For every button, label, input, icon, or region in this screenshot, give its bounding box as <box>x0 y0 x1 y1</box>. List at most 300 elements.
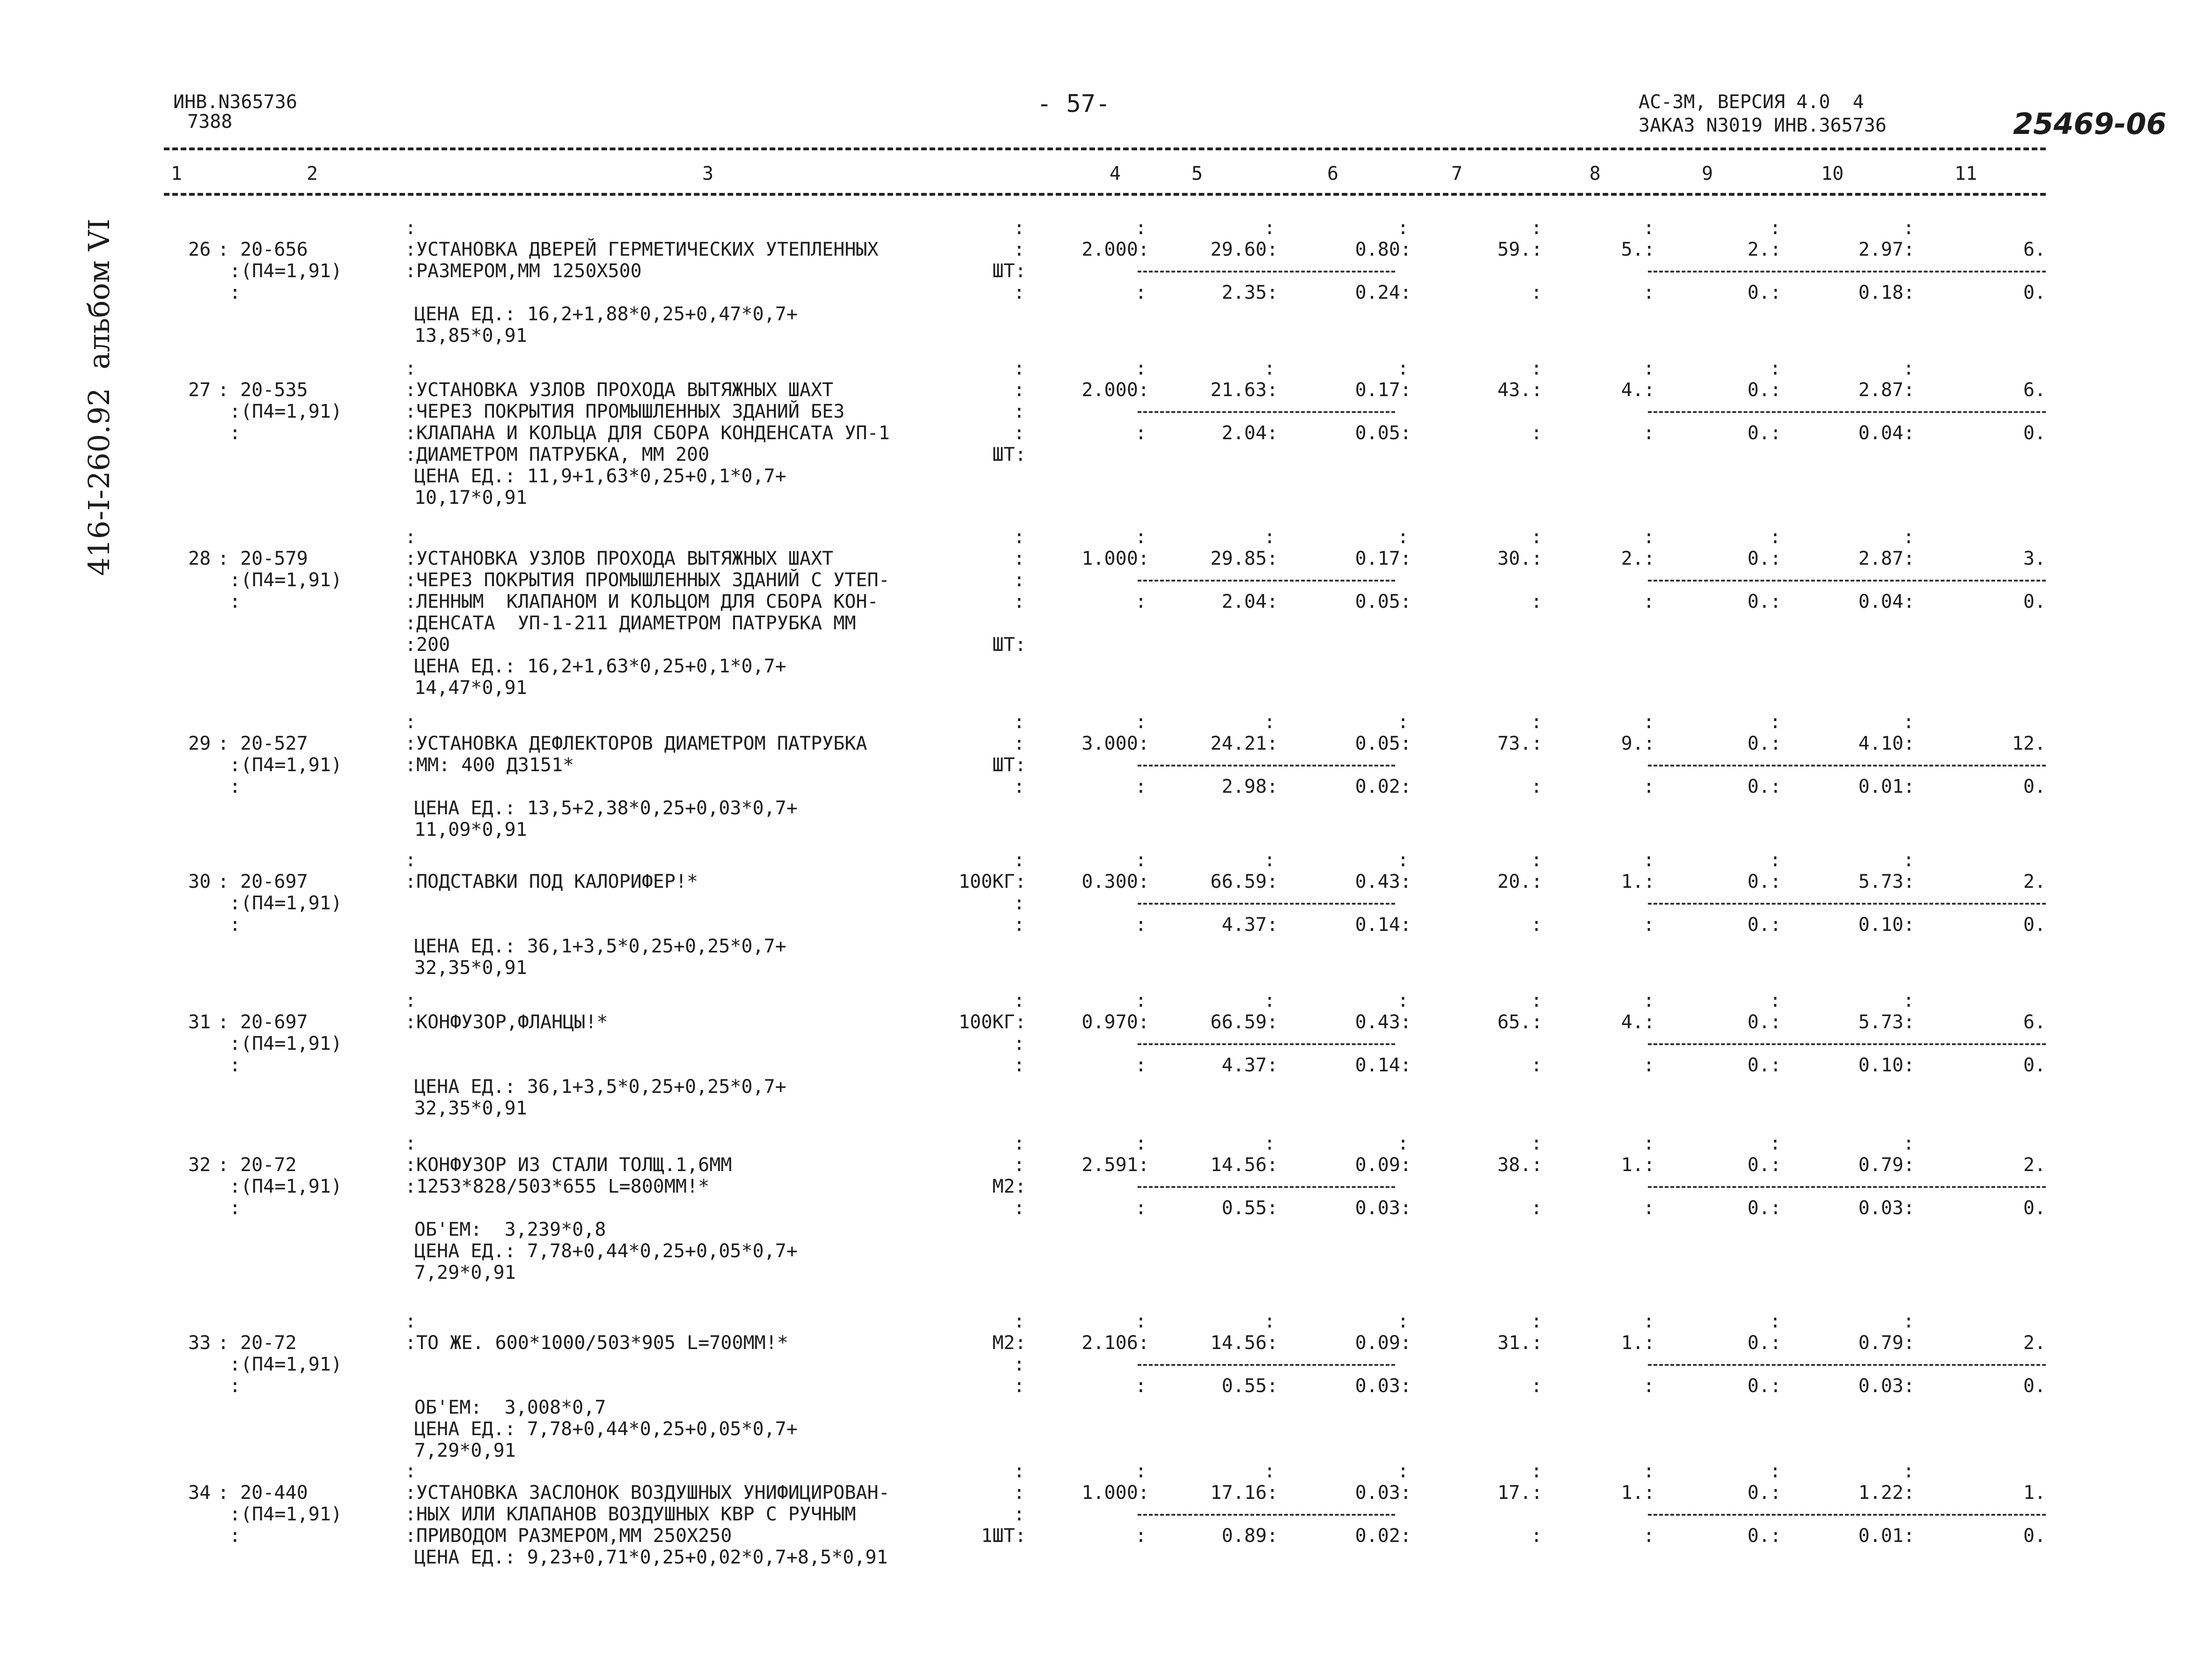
quantity: 0.300: <box>1081 871 1149 892</box>
labor-total: 2. <box>2023 1154 2046 1176</box>
row-number: 33 <box>188 1332 211 1354</box>
column-separator: : <box>1135 1133 1147 1154</box>
work-description: :ЧЕРЕЗ ПОКРЫТИЯ ПРОМЫШЛЕННЫХ ЗДАНИЙ С УТЕП- <box>405 569 890 591</box>
column-separator: : <box>1643 711 1655 733</box>
salary-total: 0.: <box>1747 422 1781 444</box>
column-separator: : <box>1643 1525 1655 1547</box>
column-separator: : <box>1770 849 1781 871</box>
unit-cost-salary: 0.55: <box>1221 1375 1278 1397</box>
machine-cost: 0.05: <box>1355 733 1411 754</box>
unit-cost-salary: 4.37: <box>1221 1054 1278 1076</box>
column-separator: : <box>1264 1133 1276 1154</box>
column-separator: : <box>1531 282 1543 303</box>
row-number: 26 <box>188 239 211 260</box>
column-separator: : <box>1531 526 1543 548</box>
column-separator: : <box>405 990 417 1011</box>
column-number: 8 <box>1589 163 1601 184</box>
unit-cost: 21.63: <box>1210 379 1278 401</box>
column-separator: : <box>1135 591 1147 612</box>
salary: 9.: <box>1621 733 1655 754</box>
machine-cost: 0.03: <box>1355 1482 1411 1504</box>
work-description: :КОНФУЗОР,ФЛАНЦЫ!* <box>405 1011 608 1033</box>
column-separator: : <box>405 217 417 239</box>
column-separator: : <box>1643 1460 1655 1482</box>
column-separator: : <box>1135 1460 1147 1482</box>
machine-salary: 0.14: <box>1355 914 1411 936</box>
column-separator: : <box>1643 422 1655 444</box>
labor-unit: 2.97: <box>1858 239 1915 260</box>
work-description: :ЧЕРЕЗ ПОКРЫТИЯ ПРОМЫШЛЕННЫХ ЗДАНИЙ БЕЗ <box>405 401 845 422</box>
unit-price-formula: ЦЕНА ЕД.: 13,5+2,38*0,25+0,03*0,7+ <box>414 797 798 819</box>
labor-machine-total: 0. <box>2023 1525 2046 1547</box>
cell-divider <box>1138 1043 1395 1045</box>
machine-salary: 0.05: <box>1355 591 1411 612</box>
column-separator: : <box>1531 1054 1543 1076</box>
labor-machine-total: 0. <box>2023 1197 2046 1219</box>
column-separator: : <box>1014 776 1025 797</box>
column-separator: : <box>1531 776 1543 797</box>
quantity: 2.106: <box>1081 1332 1149 1354</box>
row-number: 34 <box>188 1482 211 1504</box>
unit-price-formula: ЦЕНА ЕД.: 7,78+0,44*0,25+0,05*0,7+ <box>414 1418 798 1440</box>
column-number: 3 <box>702 163 714 184</box>
column-separator: : <box>1903 711 1915 733</box>
work-description: :УСТАНОВКА ЗАСЛОНОК ВОЗДУШНЫХ УНИФИЦИРОВАН- <box>405 1482 890 1504</box>
machine-cost: 0.09: <box>1355 1154 1411 1176</box>
unit-cost-salary: 2.04: <box>1221 422 1278 444</box>
machine-cost: 0.43: <box>1355 871 1411 892</box>
machine-salary: 0.02: <box>1355 1525 1411 1547</box>
machine-salary: 0.05: <box>1355 422 1411 444</box>
column-separator: : <box>1770 1311 1781 1332</box>
column-separator: : <box>1903 990 1915 1011</box>
column-separator: : <box>1135 422 1147 444</box>
unit-cost: 66.59: <box>1210 1011 1278 1033</box>
quantity: 2.000: <box>1081 239 1149 260</box>
cell-divider <box>1648 271 2046 273</box>
work-description: :КЛАПАНА И КОЛЬЦА ДЛЯ СБОРА КОНДЕНСАТА УП-1 <box>405 422 890 444</box>
salary-total: 0.: <box>1747 776 1781 797</box>
salary-total: 0.: <box>1747 1054 1781 1076</box>
column-separator: : <box>1531 990 1543 1011</box>
column-number: 7 <box>1451 163 1463 184</box>
resource-code: : 20-527 <box>218 733 308 754</box>
unit-cost-salary: 2.35: <box>1221 282 1278 303</box>
machine-cost: 0.43: <box>1355 1011 1411 1033</box>
unit-price-formula: 32,35*0,91 <box>414 957 527 979</box>
document-code: 7388 <box>187 111 233 133</box>
column-separator: : <box>1397 990 1409 1011</box>
cell-divider <box>1138 580 1395 582</box>
resource-code: : 20-579 <box>218 548 308 569</box>
salary: 2.: <box>1621 548 1655 569</box>
column-separator: : <box>405 1460 417 1482</box>
unit-cost: 29.85: <box>1210 548 1278 569</box>
work-description: :ММ: 400 Д3151* <box>405 754 574 776</box>
total-cost: 38.: <box>1497 1154 1543 1176</box>
unit: М2: <box>992 1332 1026 1354</box>
album-label: 416-I-260.92 альбом VI <box>82 218 116 576</box>
quantity: 1.000: <box>1081 1482 1149 1504</box>
column-separator: : <box>1014 401 1025 422</box>
unit: М2: <box>992 1176 1026 1197</box>
column-separator: : <box>1014 1375 1025 1397</box>
column-separator: : <box>1014 379 1025 401</box>
work-description: :ДЕНСАТА УП-1-211 ДИАМЕТРОМ ПАТРУБКА ММ <box>405 612 856 634</box>
resource-code: : 20-535 <box>218 379 308 401</box>
column-separator: : <box>1014 548 1025 569</box>
column-separator: : <box>1903 1311 1915 1332</box>
column-separator: : <box>229 1525 241 1547</box>
cell-divider <box>1138 1514 1395 1516</box>
work-description: :РАЗМЕРОМ,ММ 1250Х500 <box>405 260 642 282</box>
column-separator: : <box>1014 217 1025 239</box>
labor-unit: 2.87: <box>1858 379 1915 401</box>
machine-total: 0.: <box>1747 379 1781 401</box>
labor-machine-total: 0. <box>2023 1054 2046 1076</box>
salary: 4.: <box>1621 1011 1655 1033</box>
coefficient: :(П4=1,91) <box>229 260 342 282</box>
cell-divider <box>1648 903 2046 905</box>
salary-total: 0.: <box>1747 914 1781 936</box>
column-separator: : <box>1643 1133 1655 1154</box>
labor-total: 6. <box>2023 379 2046 401</box>
labor-total: 2. <box>2023 871 2046 892</box>
column-separator: : <box>405 1133 417 1154</box>
column-separator: : <box>1014 1054 1025 1076</box>
machine-cost: 0.80: <box>1355 239 1411 260</box>
column-separator: : <box>1643 1197 1655 1219</box>
column-separator: : <box>1643 849 1655 871</box>
column-separator: : <box>1014 914 1025 936</box>
resource-code: : 20-72 <box>218 1154 297 1176</box>
unit-price-formula: ОБ'ЕМ: 3,008*0,7 <box>414 1397 606 1418</box>
order-number: ЗАКАЗ N3019 ИНВ.365736 <box>1639 115 1887 136</box>
column-separator: : <box>1643 1054 1655 1076</box>
machine-salary: 0.02: <box>1355 776 1411 797</box>
column-separator: : <box>1135 776 1147 797</box>
column-separator: : <box>1014 422 1025 444</box>
machine-cost: 0.17: <box>1355 379 1411 401</box>
total-cost: 17.: <box>1497 1482 1543 1504</box>
program-version: АС-3М, ВЕРСИЯ 4.0 4 <box>1639 91 1864 113</box>
column-separator: : <box>405 526 417 548</box>
inventory-number: ИНВ.N365736 <box>173 91 297 113</box>
column-separator: : <box>229 914 241 936</box>
column-separator: : <box>1531 358 1543 379</box>
unit-price-formula: ЦЕНА ЕД.: 16,2+1,88*0,25+0,47*0,7+ <box>414 303 798 325</box>
machine-total: 0.: <box>1747 1482 1781 1504</box>
work-description: :КОНФУЗОР ИЗ СТАЛИ ТОЛЩ.1,6ММ <box>405 1154 732 1176</box>
column-separator: : <box>1643 591 1655 612</box>
labor-machine: 0.03: <box>1858 1375 1915 1397</box>
salary: 4.: <box>1621 379 1655 401</box>
column-number: 11 <box>1955 163 1977 184</box>
unit-cost: 17.16: <box>1210 1482 1278 1504</box>
labor-machine: 0.10: <box>1858 1054 1915 1076</box>
column-separator: : <box>1014 239 1025 260</box>
machine-cost: 0.09: <box>1355 1332 1411 1354</box>
unit-cost: 29.60: <box>1210 239 1278 260</box>
column-separator: : <box>1264 711 1276 733</box>
column-number: 4 <box>1110 163 1121 184</box>
unit-cost: 14.56: <box>1210 1154 1278 1176</box>
column-separator: : <box>1135 711 1147 733</box>
column-separator: : <box>1643 1311 1655 1332</box>
labor-total: 12. <box>2012 733 2046 754</box>
labor-machine-total: 0. <box>2023 776 2046 797</box>
unit-price-formula: ЦЕНА ЕД.: 7,78+0,44*0,25+0,05*0,7+ <box>414 1240 798 1262</box>
salary: 1.: <box>1621 871 1655 892</box>
column-separator: : <box>229 422 241 444</box>
column-separator: : <box>1770 217 1781 239</box>
total-cost: 30.: <box>1497 548 1543 569</box>
coefficient: :(П4=1,91) <box>229 1033 342 1054</box>
column-number: 10 <box>1821 163 1844 184</box>
coefficient: :(П4=1,91) <box>229 1354 342 1375</box>
column-separator: : <box>1014 733 1025 754</box>
column-separator: : <box>1014 1311 1025 1332</box>
cell-divider <box>1648 765 2046 767</box>
column-separator: : <box>1643 526 1655 548</box>
work-description: :ДИАМЕТРОМ ПАТРУБКА, ММ 200 <box>405 444 710 465</box>
column-separator: : <box>405 1311 417 1332</box>
column-number: 2 <box>307 163 318 184</box>
unit-price-formula: ЦЕНА ЕД.: 36,1+3,5*0,25+0,25*0,7+ <box>414 936 786 957</box>
labor-machine-total: 0. <box>2023 422 2046 444</box>
labor-machine: 0.04: <box>1858 422 1915 444</box>
labor-total: 2. <box>2023 1332 2046 1354</box>
labor-machine: 0.10: <box>1858 914 1915 936</box>
total-cost: 31.: <box>1497 1332 1543 1354</box>
total-cost: 73.: <box>1497 733 1543 754</box>
unit-cost-salary: 4.37: <box>1221 914 1278 936</box>
row-number: 32 <box>188 1154 211 1176</box>
machine-total: 0.: <box>1747 1011 1781 1033</box>
machine-total: 0.: <box>1747 1154 1781 1176</box>
unit-cost-salary: 0.89: <box>1221 1525 1278 1547</box>
unit-price-formula: ЦЕНА ЕД.: 36,1+3,5*0,25+0,25*0,7+ <box>414 1076 786 1098</box>
coefficient: :(П4=1,91) <box>229 892 342 914</box>
row-number: 30 <box>188 871 211 892</box>
machine-total: 0.: <box>1747 1332 1781 1354</box>
total-cost: 59.: <box>1497 239 1543 260</box>
coefficient: :(П4=1,91) <box>229 1504 342 1525</box>
unit-price-formula: 14,47*0,91 <box>414 677 527 699</box>
labor-total: 6. <box>2023 1011 2046 1033</box>
column-separator: : <box>1770 990 1781 1011</box>
work-description: :200 <box>405 634 450 656</box>
separator-line <box>164 147 2046 150</box>
column-separator: : <box>1135 914 1147 936</box>
unit-cost-salary: 0.55: <box>1221 1197 1278 1219</box>
cell-divider <box>1648 580 2046 582</box>
column-separator: : <box>1135 217 1147 239</box>
cell-divider <box>1648 1186 2046 1188</box>
column-separator: : <box>1903 526 1915 548</box>
work-description: :ПОДСТАВКИ ПОД КАЛОРИФЕР!* <box>405 871 698 892</box>
column-separator: : <box>1014 990 1025 1011</box>
labor-machine-total: 0. <box>2023 914 2046 936</box>
handwritten-code: 25469-06 <box>2013 107 2167 141</box>
resource-code: : 20-697 <box>218 871 308 892</box>
column-separator: : <box>1014 849 1025 871</box>
column-separator: : <box>1770 1460 1781 1482</box>
column-separator: : <box>1135 526 1147 548</box>
column-separator: : <box>1397 526 1409 548</box>
column-separator: : <box>1903 217 1915 239</box>
quantity: 2.000: <box>1081 379 1149 401</box>
column-separator: : <box>1903 1460 1915 1482</box>
cell-divider <box>1138 903 1395 905</box>
labor-unit: 0.79: <box>1858 1332 1915 1354</box>
column-separator: : <box>1397 1311 1409 1332</box>
unit-cost: 66.59: <box>1210 871 1278 892</box>
unit-price-formula: 11,09*0,91 <box>414 819 527 841</box>
unit-price-formula: ЦЕНА ЕД.: 9,23+0,71*0,25+0,02*0,7+8,5*0,91 <box>414 1547 888 1568</box>
column-separator: : <box>1135 282 1147 303</box>
resource-code: : 20-440 <box>218 1482 308 1504</box>
work-description: :УСТАНОВКА УЗЛОВ ПРОХОДА ВЫТЯЖНЫХ ШАХТ <box>405 548 834 569</box>
row-number: 29 <box>188 733 211 754</box>
column-separator: : <box>1014 1133 1025 1154</box>
resource-code: : 20-72 <box>218 1332 297 1354</box>
column-separator: : <box>1770 711 1781 733</box>
unit-price-formula: ОБ'ЕМ: 3,239*0,8 <box>414 1219 606 1240</box>
salary: 5.: <box>1621 239 1655 260</box>
machine-salary: 0.03: <box>1355 1375 1411 1397</box>
column-separator: : <box>1531 849 1543 871</box>
column-separator: : <box>229 1054 241 1076</box>
salary-total: 0.: <box>1747 1525 1781 1547</box>
column-separator: : <box>1135 849 1147 871</box>
machine-salary: 0.24: <box>1355 282 1411 303</box>
unit-price-formula: 10,17*0,91 <box>414 487 527 509</box>
column-separator: : <box>1264 849 1276 871</box>
column-separator: : <box>1531 1460 1543 1482</box>
column-number: 9 <box>1702 163 1713 184</box>
quantity: 0.970: <box>1081 1011 1149 1033</box>
column-separator: : <box>1643 914 1655 936</box>
labor-machine: 0.01: <box>1858 1525 1915 1547</box>
column-separator: : <box>1264 990 1276 1011</box>
column-separator: : <box>1014 591 1025 612</box>
column-separator: : <box>1264 358 1276 379</box>
column-separator: : <box>1531 1375 1543 1397</box>
work-description: :УСТАНОВКА УЗЛОВ ПРОХОДА ВЫТЯЖНЫХ ШАХТ <box>405 379 834 401</box>
column-separator: : <box>1531 422 1543 444</box>
salary: 1.: <box>1621 1482 1655 1504</box>
row-number: 27 <box>188 379 211 401</box>
work-description: :НЫХ ИЛИ КЛАПАНОВ ВОЗДУШНЫХ КВР С РУЧНЫМ <box>405 1504 856 1525</box>
unit-price-formula: 7,29*0,91 <box>414 1262 516 1283</box>
coefficient: :(П4=1,91) <box>229 401 342 422</box>
column-separator: : <box>1643 217 1655 239</box>
labor-machine-total: 0. <box>2023 1375 2046 1397</box>
coefficient: :(П4=1,91) <box>229 569 342 591</box>
cell-divider <box>1138 271 1395 273</box>
labor-unit: 5.73: <box>1858 871 1915 892</box>
column-separator: : <box>1135 358 1147 379</box>
row-number: 28 <box>188 548 211 569</box>
resource-code: : 20-656 <box>218 239 308 260</box>
column-separator: : <box>1531 217 1543 239</box>
column-separator: : <box>1531 711 1543 733</box>
column-separator: : <box>1014 1354 1025 1375</box>
column-separator: : <box>1643 990 1655 1011</box>
unit-price-formula: 7,29*0,91 <box>414 1440 516 1461</box>
total-cost: 43.: <box>1497 379 1543 401</box>
column-number: 5 <box>1191 163 1203 184</box>
labor-unit: 2.87: <box>1858 548 1915 569</box>
unit: ШТ: <box>992 634 1026 656</box>
labor-machine: 0.18: <box>1858 282 1915 303</box>
unit: ШТ: <box>992 754 1026 776</box>
labor-unit: 1.22: <box>1858 1482 1915 1504</box>
salary: 1.: <box>1621 1154 1655 1176</box>
column-separator: : <box>1643 282 1655 303</box>
quantity: 1.000: <box>1081 548 1149 569</box>
salary-total: 0.: <box>1747 282 1781 303</box>
row-number: 31 <box>188 1011 211 1033</box>
column-separator: : <box>1531 1525 1543 1547</box>
column-separator: : <box>1770 358 1781 379</box>
labor-machine: 0.01: <box>1858 776 1915 797</box>
column-separator: : <box>229 591 241 612</box>
cell-divider <box>1648 1514 2046 1516</box>
cell-divider <box>1648 411 2046 413</box>
cell-divider <box>1138 1364 1395 1366</box>
column-separator: : <box>1135 990 1147 1011</box>
work-description: :ЛЕННЫМ КЛАПАНОМ И КОЛЬЦОМ ДЛЯ СБОРА КОН- <box>405 591 879 612</box>
column-separator: : <box>1531 914 1543 936</box>
column-separator: : <box>229 282 241 303</box>
machine-total: 0.: <box>1747 548 1781 569</box>
cell-divider <box>1648 1043 2046 1045</box>
column-separator: : <box>1531 1197 1543 1219</box>
work-description: :УСТАНОВКА ДЕФЛЕКТОРОВ ДИАМЕТРОМ ПАТРУБКА <box>405 733 867 754</box>
column-separator: : <box>1903 358 1915 379</box>
column-separator: : <box>1014 358 1025 379</box>
work-description: :ПРИВОДОМ РАЗМЕРОМ,ММ 250Х250 <box>405 1525 732 1547</box>
column-separator: : <box>1643 776 1655 797</box>
labor-machine: 0.04: <box>1858 591 1915 612</box>
work-description: :1253*828/503*655 L=800ММ!* <box>405 1176 710 1197</box>
unit: 100КГ: <box>958 871 1026 892</box>
column-separator: : <box>1264 526 1276 548</box>
machine-total: 0.: <box>1747 871 1781 892</box>
labor-total: 1. <box>2023 1482 2046 1504</box>
machine-total: 0.: <box>1747 733 1781 754</box>
column-separator: : <box>1014 1154 1025 1176</box>
column-separator: : <box>1903 849 1915 871</box>
resource-code: : 20-697 <box>218 1011 308 1033</box>
unit-cost-salary: 2.98: <box>1221 776 1278 797</box>
column-separator: : <box>1014 282 1025 303</box>
labor-unit: 5.73: <box>1858 1011 1915 1033</box>
column-separator: : <box>1135 1525 1147 1547</box>
column-separator: : <box>1397 217 1409 239</box>
quantity: 3.000: <box>1081 733 1149 754</box>
column-separator: : <box>1397 849 1409 871</box>
unit-cost: 14.56: <box>1210 1332 1278 1354</box>
column-number: 6 <box>1327 163 1339 184</box>
page-number: - 57- <box>1037 90 1110 118</box>
salary: 1.: <box>1621 1332 1655 1354</box>
column-separator: : <box>1397 358 1409 379</box>
column-separator: : <box>1014 711 1025 733</box>
coefficient: :(П4=1,91) <box>229 1176 342 1197</box>
